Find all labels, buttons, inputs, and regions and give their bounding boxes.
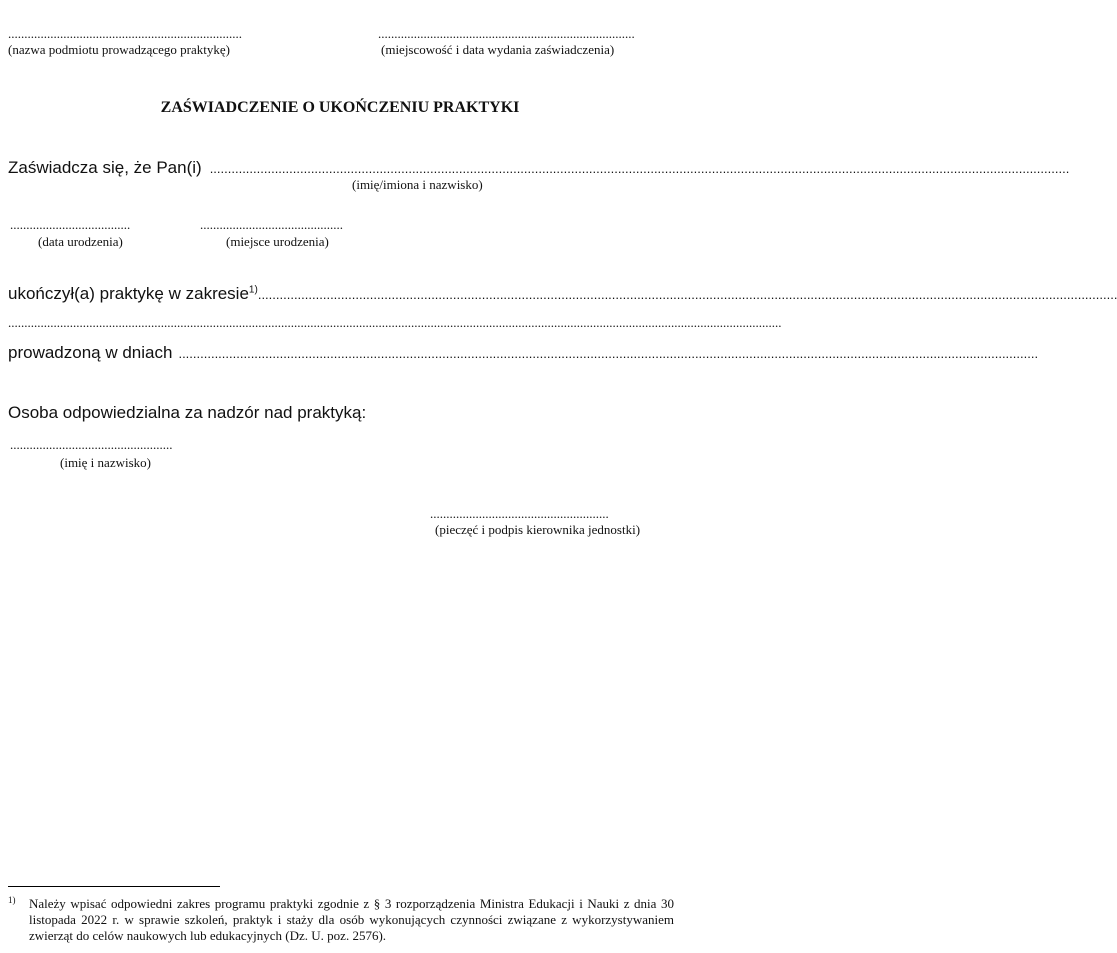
footnote-mark: 1) (8, 895, 16, 905)
scope-continuation-line: .............................................................................................................................................................................................................................................. (8, 315, 782, 330)
birth-date-caption: (data urodzenia) (38, 234, 123, 249)
birth-place-caption: (miejsce urodzenia) (226, 234, 329, 249)
supervisor-name-caption: (imię i nazwisko) (60, 455, 151, 470)
footnote-separator (8, 886, 220, 887)
footnote-text: Należy wpisać odpowiedni zakres programu praktyki zgodnie z § 3 rozporządzenia Ministra Edukacji i Nauki z dnia 30 listopada 2022 r. w sprawie szkoleń, praktyk i staży dla osób wykonujących czynności związane z wykorzystywaniem zwierząt do celów naukowych lub edukacyjnych (Dz. U. poz. 2576). (29, 896, 674, 943)
birth-date-line: ..................................... (10, 217, 131, 232)
signature-caption: (pieczęć i podpis kierownika jednostki) (435, 522, 641, 537)
issuer-name-caption: (nazwa podmiotu prowadzącego praktykę) (8, 42, 230, 57)
days-label: prowadzoną w dniach (8, 343, 173, 362)
scope-footnote-mark: 1) (248, 284, 258, 296)
days-line (8, 343, 1039, 363)
place-date-line: ............................................................................... (378, 26, 635, 41)
certify-line (8, 158, 1070, 178)
scope-dots: .............................................................................................................................................................................................................................................. (257, 287, 1117, 302)
signature-line: ....................................................... (430, 506, 609, 521)
certify-dots: .............................................................................................................................................................................................................................................. (209, 161, 1070, 176)
certify-label: Zaświadcza się, że Pan(i) (8, 158, 202, 177)
scope-label: ukończył(a) praktykę w zakresie$^{1)}$ (8, 284, 258, 303)
scope-line (8, 284, 1117, 304)
birth-place-line: ............................................ (200, 217, 343, 232)
supervisor-name-line: .................................................. (10, 437, 173, 452)
place-date-caption: (miejscowość i data wydania zaświadczenia) (381, 42, 615, 57)
document-title: ZAŚWIADCZENIE O UKOŃCZENIU PRAKTYKI (160, 99, 520, 116)
issuer-name-line: ........................................................................ (8, 26, 242, 41)
supervisor-label: Osoba odpowiedzialna za nadzór nad praktyką: (8, 403, 367, 422)
days-dots: .............................................................................................................................................................................................................................................. (178, 346, 1039, 361)
name-caption: (imię/imiona i nazwisko) (352, 177, 483, 192)
